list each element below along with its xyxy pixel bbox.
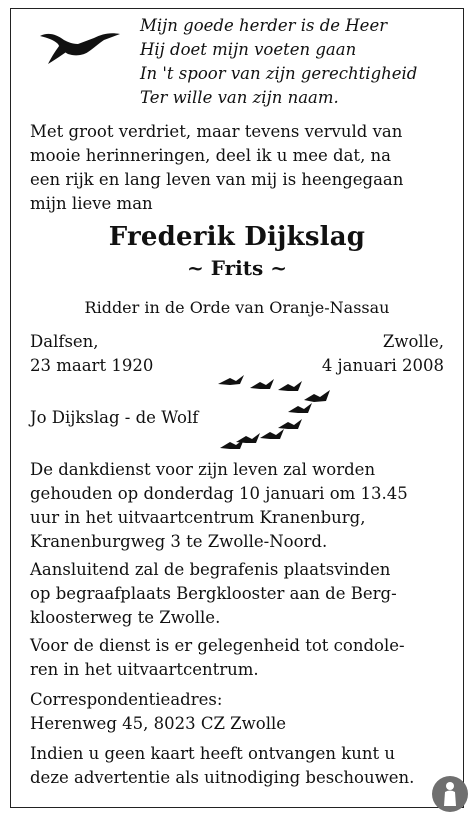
verse-line: Ter wille van zijn naam. <box>140 88 339 107</box>
deceased-honor: Ridder in de Orde van Oranje-Nassau <box>84 298 390 317</box>
service-line: De dankdienst voor zijn leven zal worden <box>30 460 376 479</box>
condolence-line: Voor de dienst is er gelegenheid tot condole- <box>30 636 405 655</box>
death-info <box>322 330 444 378</box>
flying-swan-icon <box>38 22 122 66</box>
correspondence-block <box>30 688 286 736</box>
flying-geese-flock-icon <box>216 372 334 454</box>
burial-line: Aansluitend zal de begrafenis plaatsvinden <box>30 560 391 579</box>
condolence-text <box>30 634 442 682</box>
deceased-nickname: ~ Frits ~ <box>187 256 287 280</box>
birth-place: Dalfsen, <box>30 332 99 351</box>
intro-line: mijn lieve man <box>30 194 153 213</box>
verse-line: Mijn goede herder is de Heer <box>140 16 388 35</box>
closing-line: deze advertentie als uitnodiging beschouwen. <box>30 768 415 787</box>
closing-line: Indien u geen kaart heeft ontvangen kunt u <box>30 744 395 763</box>
service-line: Kranenburgweg 3 te Zwolle-Noord. <box>30 532 328 551</box>
service-text <box>30 458 442 554</box>
website-badge-icon[interactable] <box>432 776 468 812</box>
intro-line: mooie herinneringen, deel ik u mee dat, na <box>30 146 392 165</box>
burial-line: op begraafplaats Bergklooster aan de Berg- <box>30 584 397 603</box>
intro-text <box>30 120 442 216</box>
correspondence-address: Herenweg 45, 8023 CZ Zwolle <box>30 714 287 733</box>
deceased-name: Frederik Dijkslag <box>108 222 366 252</box>
birth-date: 23 maart 1920 <box>30 356 154 375</box>
burial-text <box>30 558 442 630</box>
intro-line: een rijk en lang leven van mij is heengegaan <box>30 170 404 189</box>
service-line: uur in het uitvaartcentrum Kranenburg, <box>30 508 366 527</box>
burial-line: kloosterweg te Zwolle. <box>30 608 221 627</box>
closing-text <box>30 742 442 790</box>
death-place: Zwolle, <box>382 332 444 351</box>
correspondence-label: Correspondentieadres: <box>30 690 223 709</box>
death-date: 4 januari 2008 <box>321 356 444 375</box>
verse-line: Hij doet mijn voeten gaan <box>140 40 357 59</box>
signature: Jo Dijkslag - de Wolf <box>30 408 199 427</box>
condolence-line: ren in het uitvaartcentrum. <box>30 660 259 679</box>
person-silhouette-icon <box>432 776 468 812</box>
verse-line: In 't spoor van zijn gerechtigheid <box>140 64 418 83</box>
birth-info <box>30 330 153 378</box>
intro-line: Met groot verdriet, maar tevens vervuld van <box>30 122 403 141</box>
psalm-verse <box>140 14 460 110</box>
service-line: gehouden op donderdag 10 januari om 13.45 <box>30 484 408 503</box>
